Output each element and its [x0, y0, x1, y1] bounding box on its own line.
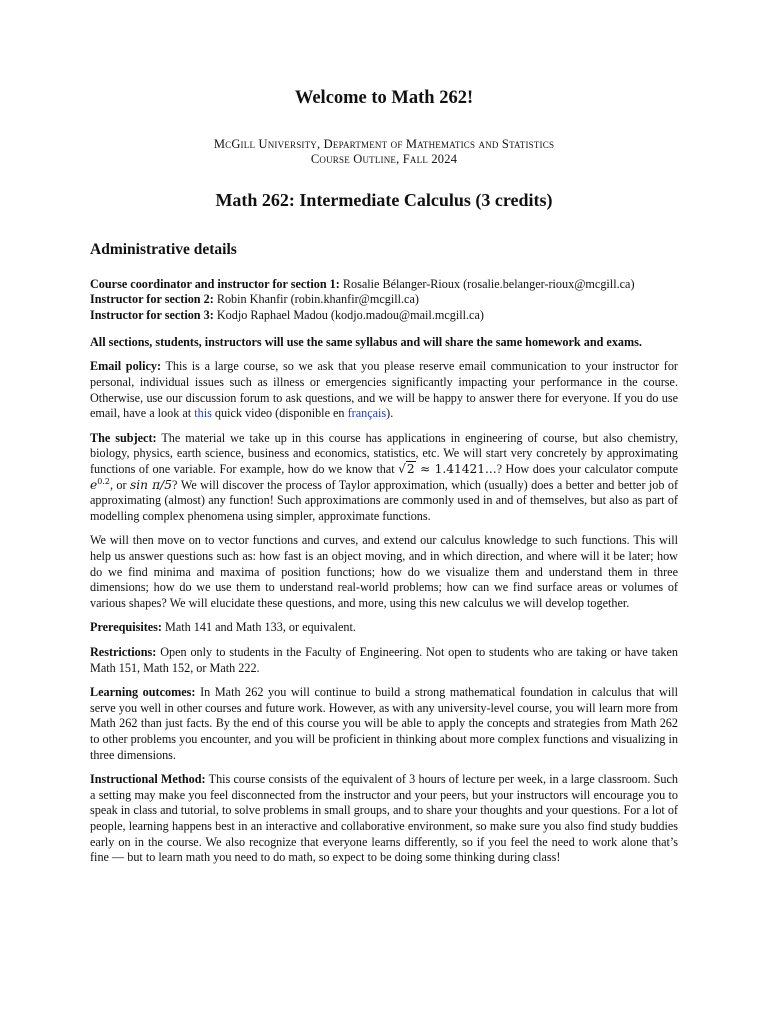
french-video-link[interactable]: français [347, 406, 387, 421]
email-policy-text-end: ). [386, 406, 394, 421]
prerequisites-text: Math 141 and Math 133, or equivalent. [161, 620, 356, 635]
instructional-method-lead: Instructional Method: [90, 772, 206, 787]
learning-outcomes-text: In Math 262 you will continue to build a strong mathematical foundation in calculus that will serve you well in other courses and future work. However, as with any university-level course, you will learn more from Math 262 than just facts. By the end of this course you will be able to apply the concepts and strategies from Math 262 to other problems you encounter, and you will be proficient in thinking about more complex functions and visualizing in three dimensions. [90, 685, 679, 762]
sqrt-radicand: 2 [406, 462, 415, 477]
sqrt-sign: √ [398, 462, 406, 477]
restrictions-paragraph [90, 645, 678, 676]
email-policy-text: This is a large course, so we ask that you please reserve email communication to your instructor for personal, individual issues such as illness or emergencies significantly impacting your performance in the course. Otherwise, use our discussion forum to ask questions, and we will be happy to answer there for everyone. If you do use email, have a look at [90, 359, 678, 421]
instructional-method-text: This course consists of the equivalent of 3 hours of lecture per week, in a large classroom. Such a setting may make you feel disconnected from the instructor and your peers, but your instructors will encourage you to speak in class and tutorial, to solve problems in small groups, and to share your thoughts and your questions. For a lot of people, learning happens best in an interactive and collaborative environment, so make sure you also find study buddies early on in the course. We also recognize that everyone learns differently, so if you feel the need to work alone that’s fine — but to learn math you need to do math, so expect to be doing some thinking during class! [90, 772, 678, 865]
section2-line [90, 292, 678, 307]
learning-outcomes-paragraph [90, 685, 678, 763]
subject-text-4: ? We will discover the process of Taylor approximation, which (usually) does a better and better job of approximating (almost) any function! Such approximations are commonly used in and of themselves, but also as part of modelling complex phenomena using simpler, approximate functions. [90, 477, 679, 523]
course-title: Math 262: Intermediate Calculus (3 credits) [215, 190, 553, 210]
video-link[interactable]: this [194, 406, 212, 421]
section3-value: Kodjo Raphael Madou (kodjo.madou@mail.mcgill.ca) [213, 307, 484, 322]
email-policy-paragraph [90, 359, 678, 421]
section2-label: Instructor for section 2: [90, 292, 214, 307]
sin-expression: sin π/5 [129, 477, 173, 492]
subject-lead: The subject: [90, 430, 157, 445]
staff-list [90, 277, 678, 323]
coordinator-value: Rosalie Bélanger-Rioux (rosalie.belanger-rioux@mcgill.ca) [339, 277, 635, 291]
syllabus-note [90, 335, 678, 351]
term-line: Course Outline, Fall 2024 [310, 152, 458, 166]
learning-outcomes-lead: Learning outcomes: [90, 685, 196, 700]
exp-power: 0.2 [97, 476, 110, 486]
welcome-heading: Welcome to Math 262! [294, 88, 474, 108]
coordinator-line [90, 277, 678, 292]
sqrt-expression [398, 461, 416, 476]
approx-value: ≈ 1.41421... [415, 462, 497, 477]
section3-line [90, 308, 678, 323]
vectors-paragraph [90, 533, 678, 611]
exp-base: e [90, 477, 98, 492]
vectors-text: We will then move on to vector functions and curves, and extend our calculus knowledge to such functions. This will help us answer questions such as: how fast is an object moving, and in which direction, and where will it be later; how do we find minima and maxima of position functions; how do we visualize them and understand them in three dimensions; how do we use them to understand real-world problems; how can we find surface areas or volumes of various shapes? We will elucidate these questions, and more, using this new calculus we will develop together. [90, 533, 678, 610]
prerequisites-paragraph [90, 620, 678, 636]
section-heading-administrative: Administrative details [90, 241, 237, 258]
subject-paragraph [90, 431, 678, 525]
syllabus-note-text: All sections, students, instructors will use the same syllabus and will share the same homework and exams. [90, 334, 642, 349]
instructional-method-paragraph [90, 772, 678, 866]
subject-text-1: The material we take up in this course has applications in engineering of course, but also chemistry, biology, physics, earth science, business and economics, statistics, etc. We will start very concretely by approximating functions of one variable. For example, how do we know that [90, 430, 678, 477]
coordinator-label: Course coordinator and instructor for section 1: [90, 277, 340, 291]
restrictions-lead: Restrictions: [90, 644, 157, 659]
subject-text-2: ? How does your calculator compute [496, 462, 679, 477]
section2-value: Robin Khanfir (robin.khanfir@mcgill.ca) [213, 292, 419, 307]
restrictions-text: Open only to students in the Faculty of Engineering. Not open to students who are taking or have taken Math 151, Math 152, or Math 222. [90, 644, 678, 675]
prerequisites-lead: Prerequisites: [90, 620, 162, 635]
email-policy-lead: Email policy: [90, 359, 162, 374]
email-policy-text-mid: quick video (disponible en [211, 406, 348, 421]
section3-label: Instructor for section 3: [90, 307, 214, 322]
institution-line: McGill University, Department of Mathematics and Statistics [213, 137, 555, 151]
subject-text-3: , or [109, 477, 130, 492]
